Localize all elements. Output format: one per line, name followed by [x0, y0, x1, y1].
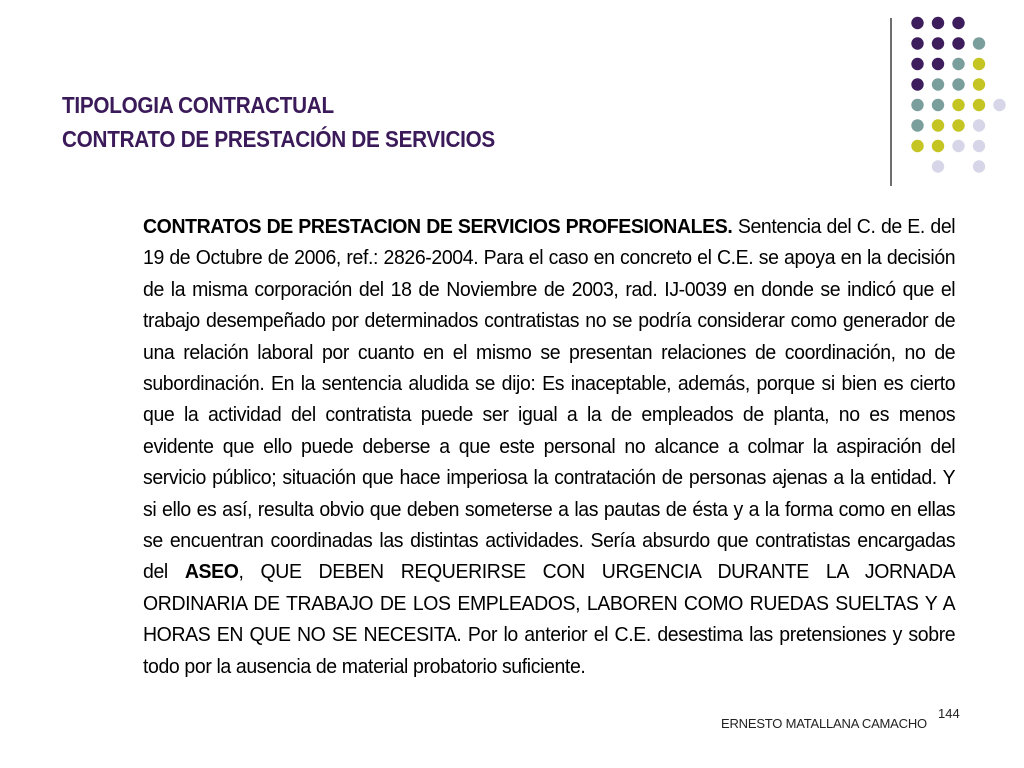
footer-author: ERNESTO MATALLANA CAMACHO — [721, 716, 927, 731]
body-lead-heading: CONTRATOS DE PRESTACION DE SERVICIOS PROFESIONALES. — [143, 215, 733, 238]
title-line-2: CONTRATO DE PRESTACIÓN DE SERVICIOS — [62, 126, 495, 152]
decorative-dot — [973, 99, 985, 111]
decorative-dot — [973, 58, 985, 70]
decorative-dot — [952, 58, 964, 70]
decorative-dot — [911, 37, 923, 49]
decorative-dot — [952, 17, 964, 29]
decorative-dot — [932, 58, 944, 70]
decorative-dot — [952, 140, 964, 152]
decorative-dot — [932, 37, 944, 49]
body-text-part-1: Sentencia del C. de E. del 19 de Octubre de 2006, ref.: 2826-2004. Para el caso en concreto el C.E. se apoya en la decisión de la misma corporación del 18 de Noviembre de 2003, rad. IJ-0039 en donde se indicó que el trabajo desempeñado por determinados contratistas no se podría considerar como generador de una relación laboral por cuanto en el mismo se presentan relaciones de coordinación, no de subordinación. En la sentencia aludida se dijo: Es inaceptable, además, porque si bien es cierto que la actividad del contratista puede ser igual a la de empleados de planta, no es menos evidente que ello puede deberse a que este personal no alcance a colmar la aspiración del servicio público; situación que hace imperiosa la contratación de personas ajenas a la entidad. Y si ello es así, resulta obvio que deben someterse a las pautas de ésta y a la forma como en ellas se encuentran coordinadas las distintas actividades. Sería absurdo que contratistas encargadas del — [143, 215, 956, 584]
decorative-dot — [952, 78, 964, 90]
decorative-dot — [911, 58, 923, 70]
decorative-dot — [993, 99, 1005, 111]
decorative-dot — [952, 119, 964, 131]
decorative-dot — [911, 99, 923, 111]
decorative-dot — [973, 160, 985, 172]
decorative-dot — [973, 119, 985, 131]
body-text-part-2: , QUE DEBEN REQUERIRSE CON URGENCIA DURANTE LA JORNADA ORDINARIA DE TRABAJO DE LOS EMPLEADOS, LABOREN COMO RUEDAS SUELTAS Y A HORAS EN QUE NO SE NECESITA. Por lo anterior el C.E. desestima las pretensiones y sobre todo por la ausencia de material probatorio suficiente. — [143, 560, 956, 678]
decorative-dot — [973, 140, 985, 152]
title-line-1: TIPOLOGIA CONTRACTUAL — [62, 92, 334, 118]
decorative-dot — [932, 17, 944, 29]
page-number: 144 — [938, 706, 960, 721]
decorative-dot — [952, 99, 964, 111]
decorative-dot — [932, 99, 944, 111]
decorative-dot — [932, 140, 944, 152]
decorative-dot — [973, 78, 985, 90]
decorative-dot — [911, 78, 923, 90]
body-aseo-emphasis: ASEO — [184, 560, 239, 584]
decorative-dot — [911, 119, 923, 131]
slide-body — [143, 211, 955, 682]
decorative-dot — [932, 160, 944, 172]
decorative-dot — [932, 78, 944, 90]
decorative-dot — [911, 17, 923, 29]
decorative-dot — [932, 119, 944, 131]
decorative-dot — [973, 37, 985, 49]
decorative-dot-grid — [0, 0, 1024, 180]
decorative-dot — [952, 37, 964, 49]
decorative-dot — [911, 140, 923, 152]
